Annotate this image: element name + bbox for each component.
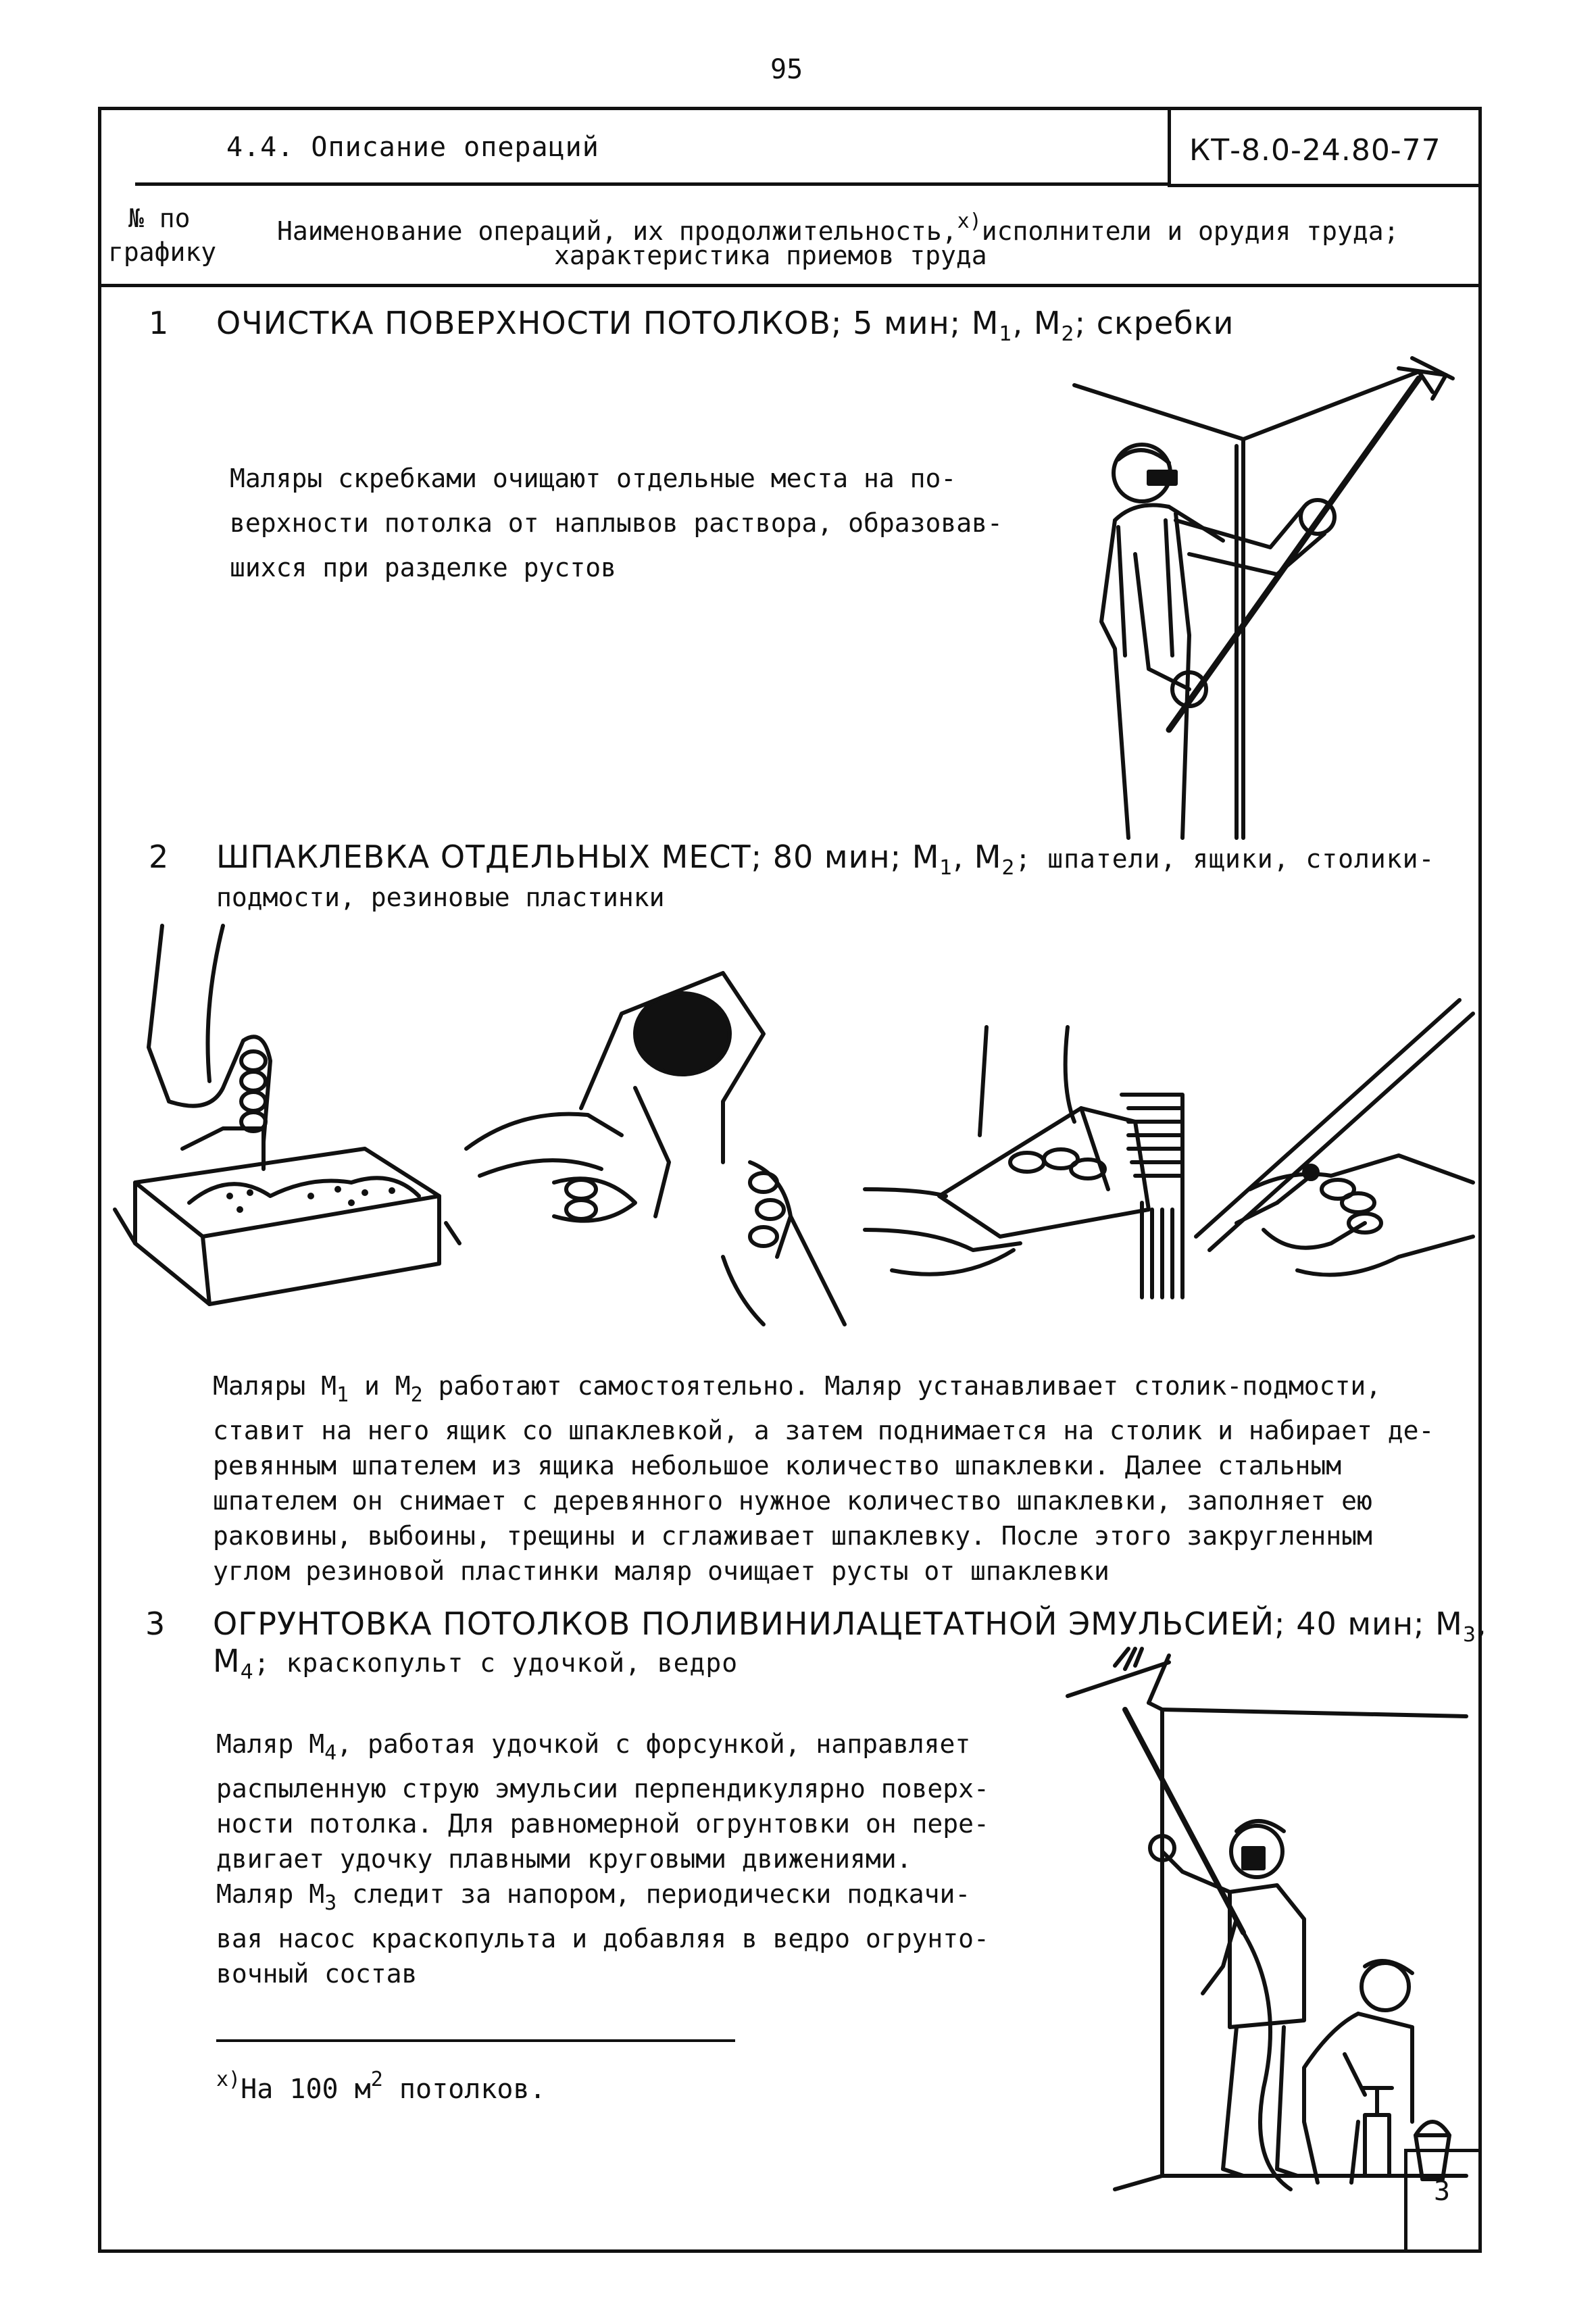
- operation-1-heading: ОЧИСТКА ПОВЕРХНОСТИ ПОТОЛКОВ; 5 мин; $М_1$, $М_2$; скребки: [216, 305, 1235, 346]
- code-box-bottom: [1168, 184, 1482, 187]
- footnote-rule: [216, 2039, 735, 2042]
- section-title: 4.4. Описание операций: [226, 132, 599, 163]
- operation-3-heading: ОГРУНТОВКА ПОТОЛКОВ ПОЛИВИНИЛАЦЕТАТНОЙ ЭМУЛЬСИЕЙ; 40 мин; $М_3$,: [213, 1605, 1487, 1647]
- operation-1-number: 1: [149, 305, 170, 341]
- operation-2-description: Маляры $М_1$ и $М_2$ работают самостоятельно. Маляр устанавливает столик-подмости, ставит на него ящик со шпаклевкой, а затем поднимается на столик и набирает де- ревянным шпателем из ящика небольшое количество шпаклевки. Далее стальным шпателем он снимает с деревянного нужное количество шпаклевки, заполняет ею раковины, выбоины, трещины и сглаживает шпаклевку. После этого закругленным углом резиновой пластинки маляр очищает русты от шпаклевки: [213, 1371, 1435, 1586]
- page-number: 95: [770, 54, 803, 85]
- spatula-hands-illustration: [466, 973, 845, 1324]
- putty-box-illustration: [108, 926, 459, 1304]
- number-column-label: № по: [128, 203, 191, 233]
- operation-2-number: 2: [149, 839, 170, 875]
- operation-3-tools: $М_4$; краскопульт с удочкой, ведро: [213, 1643, 739, 1684]
- sheet-box-top: [1404, 2149, 1482, 2152]
- column-header-rule: [98, 284, 1482, 287]
- sheet-box-left: [1404, 2149, 1407, 2253]
- priming-illustration: [1061, 1649, 1480, 2189]
- name-column-label: Наименование операций, их продолжительность,$^{x)}$исполнители и орудия труда;: [277, 209, 1399, 246]
- operation-1-description: Маляры скребками очищают отдельные места на по- верхности потолка от наплывов раствора, образовав- шихся при разделке рустов: [230, 464, 1003, 582]
- operation-2-tools-line2: подмости, резиновые пластинки: [216, 882, 665, 912]
- wall-filling-illustration: [865, 1027, 1189, 1297]
- number-column-label-2: графику: [108, 237, 217, 267]
- sheet-number: 3: [1434, 2176, 1451, 2207]
- name-column-label-2: характеристика приемов труда: [554, 241, 987, 270]
- rust-cleaning-illustration: [1196, 1000, 1480, 1270]
- header-divider: [1168, 107, 1171, 186]
- operation-3-description: Маляр $М_4$, работая удочкой с форсункой, направляет распыленную струю эмульсии перпендикулярно поверх- ности потолка. Для равномерной огрунтовки он пере- двигает удочку плавными круговыми движениями. Маляр $М_3$ следит за напором, периодически подкачи- вая насос краскопульта и добавляя в ведро огрунто- вочный состав: [216, 1729, 989, 1989]
- footnote-text: $^{x)}$На 100 $м^2$ потолков.: [216, 2068, 546, 2105]
- scraping-illustration: [1054, 351, 1473, 851]
- header-underline: [135, 182, 1169, 186]
- operation-2-heading: ШПАКЛЕВКА ОТДЕЛЬНЫХ МЕСТ; 80 мин; $М_1$, $М_2$; шпатели, ящики, столики-: [216, 839, 1435, 880]
- document-code: КТ-8.0-24.80-77: [1189, 133, 1441, 168]
- operation-3-number: 3: [145, 1605, 166, 1642]
